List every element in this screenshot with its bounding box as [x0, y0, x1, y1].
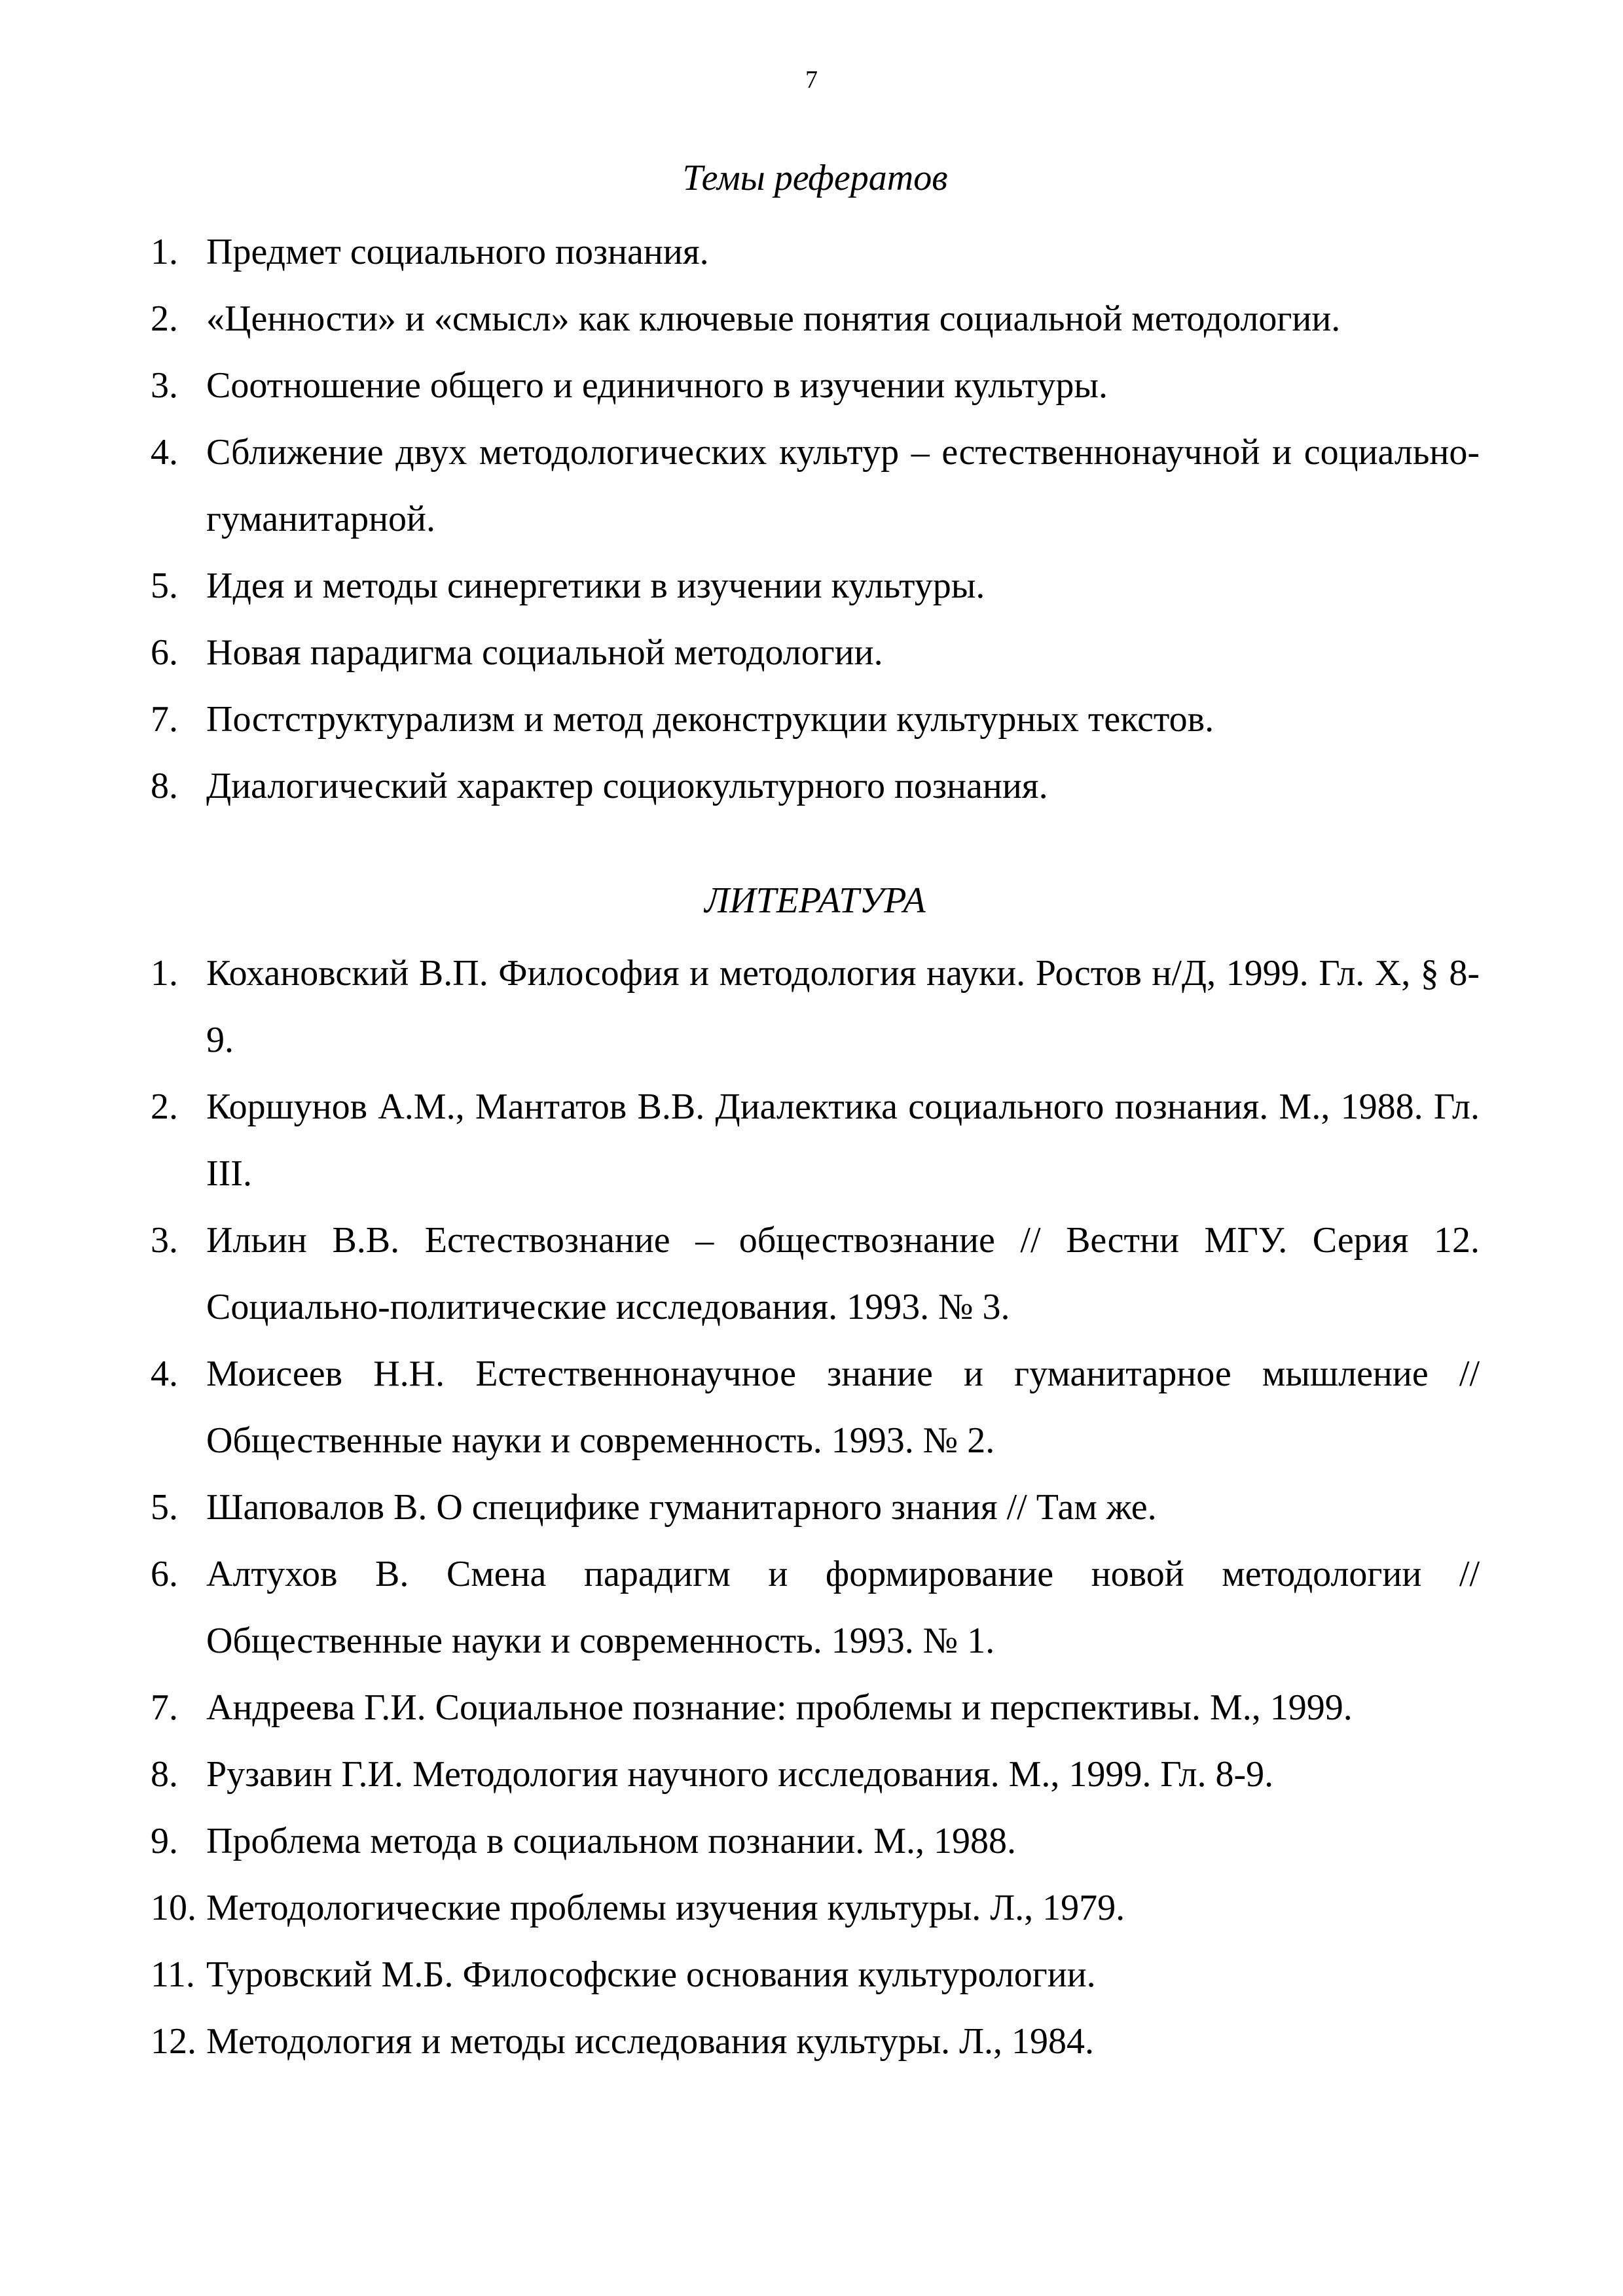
item-number: 1.: [151, 232, 178, 272]
item-number: 8.: [151, 766, 178, 806]
page-number: 7: [805, 66, 818, 94]
literature-item: [151, 1474, 1480, 1541]
literature-item: [151, 1808, 1480, 1874]
item-number: 1.: [151, 953, 178, 994]
item-text: Методология и методы исследования культуры. Л., 1984.: [206, 2021, 1095, 2062]
literature-item: [151, 940, 1480, 1073]
item-text: Шаповалов В. О специфике гуманитарного знания // Там же.: [206, 1487, 1157, 1528]
item-number: 12.: [151, 2021, 196, 2062]
literature-item: [151, 1073, 1480, 1207]
literature-item: [151, 1541, 1480, 1674]
item-number: 2.: [151, 1086, 178, 1127]
item-text: Кохановский В.П. Философия и методология науки. Ростов н/Д, 1999. Гл. X, § 8-9.: [206, 953, 1480, 1060]
item-number: 5.: [151, 1487, 178, 1528]
topic-item: [151, 419, 1480, 552]
item-text: Коршунов А.М., Мантатов В.В. Диалектика социального познания. М., 1988. Гл. III.: [206, 1086, 1480, 1194]
literature-item: [151, 2008, 1480, 2075]
literature-title: ЛИТЕРАТУРА: [704, 880, 926, 921]
item-number: 6.: [151, 632, 178, 673]
item-number: 2.: [151, 298, 178, 339]
essay-topics-list: [151, 219, 1480, 819]
item-text: Андреева Г.И. Социальное познание: проблемы и перспективы. М., 1999.: [206, 1687, 1353, 1728]
item-text: Алтухов В. Смена парадигм и формирование новой методологии // Общественные науки и современность. 1993. № 1.: [206, 1554, 1480, 1661]
item-text: Ильин В.В. Естествознание – обществознание // Вестни МГУ. Серия 12. Социально-политические исследования. 1993. № 3.: [206, 1220, 1480, 1327]
item-text: Соотношение общего и единичного в изучении культуры.: [206, 365, 1108, 406]
literature-item: [151, 1674, 1480, 1741]
literature-item: [151, 1207, 1480, 1340]
item-text: Диалогический характер социокультурного познания.: [206, 766, 1048, 806]
item-text: Проблема метода в социальном познании. М., 1988.: [206, 1821, 1017, 1861]
item-text: Постструктурализм и метод деконструкции культурных текстов.: [206, 699, 1214, 740]
item-text: Идея и методы синергетики в изучении культуры.: [206, 565, 985, 606]
item-number: 5.: [151, 565, 178, 606]
item-number: 10.: [151, 1888, 196, 1928]
topic-item: [151, 352, 1480, 419]
item-text: Рузавин Г.И. Методология научного исследования. М., 1999. Гл. 8-9.: [206, 1754, 1274, 1795]
item-number: 9.: [151, 1821, 178, 1861]
item-number: 6.: [151, 1554, 178, 1594]
essay-topics-title: Темы рефератов: [682, 158, 948, 198]
item-number: 4.: [151, 1354, 178, 1394]
item-text: «Ценности» и «смысл» как ключевые понятия социальной методологии.: [206, 298, 1341, 339]
item-text: Туровский М.Б. Философские основания культурологии.: [206, 1954, 1096, 1995]
item-text: Новая парадигма социальной методологии.: [206, 632, 883, 673]
literature-item: [151, 1340, 1480, 1474]
topic-item: [151, 686, 1480, 753]
topic-item: [151, 552, 1480, 619]
item-number: 3.: [151, 1220, 178, 1261]
item-number: 7.: [151, 1687, 178, 1728]
literature-item: [151, 1941, 1480, 2008]
item-text: Моисеев Н.Н. Естественнонаучное знание и гуманитарное мышление // Общественные науки и современность. 1993. № 2.: [206, 1354, 1480, 1461]
literature-section: [151, 877, 1480, 2075]
item-number: 11.: [151, 1954, 195, 1995]
topic-item: [151, 619, 1480, 686]
literature-list: [151, 940, 1480, 2075]
item-number: 4.: [151, 432, 178, 473]
topic-item: [151, 753, 1480, 819]
item-text: Методологические проблемы изучения культуры. Л., 1979.: [206, 1888, 1125, 1928]
literature-item: [151, 1874, 1480, 1941]
item-text: Предмет социального познания.: [206, 232, 709, 272]
item-number: 3.: [151, 365, 178, 406]
literature-item: [151, 1741, 1480, 1808]
item-number: 8.: [151, 1754, 178, 1795]
item-number: 7.: [151, 699, 178, 740]
item-text: Сближение двух методологических культур – естественнонаучной и социально-гуманитарной.: [206, 432, 1480, 539]
topic-item: [151, 219, 1480, 285]
topic-item: [151, 285, 1480, 352]
essay-topics-section: [151, 154, 1480, 819]
